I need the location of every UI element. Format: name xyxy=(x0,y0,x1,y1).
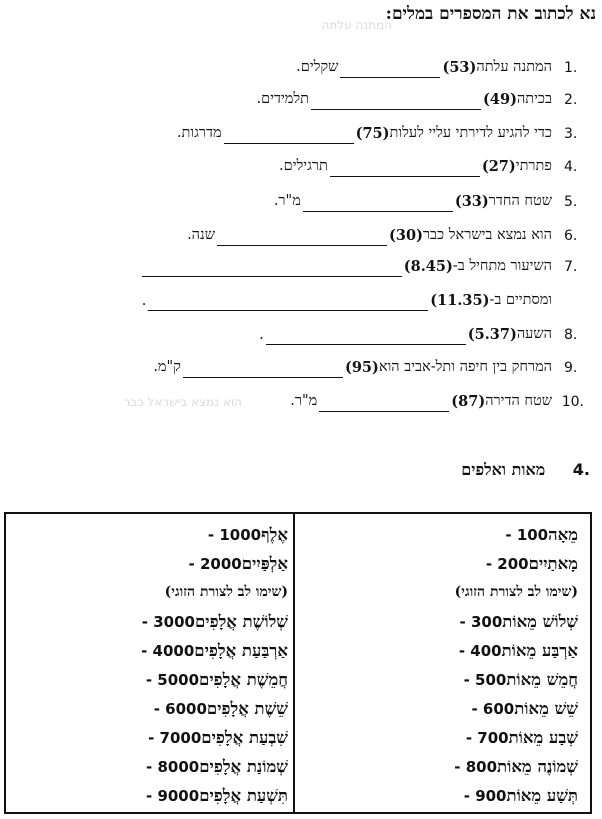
thousands-column xyxy=(20,520,288,810)
exercise-item-continued xyxy=(24,289,584,311)
exercise-item xyxy=(24,323,584,345)
exercise-text: שטח החדר xyxy=(488,193,552,209)
number-value: 600 - xyxy=(471,699,515,718)
exercise-unit: מדרגות. xyxy=(176,125,222,141)
exercise-number: .7 xyxy=(564,259,578,275)
number-value: 8000 - xyxy=(146,757,200,776)
exercise-number-prompt: (30) xyxy=(389,227,423,244)
exercise-item xyxy=(24,56,584,78)
hundreds-row xyxy=(308,781,578,810)
answer-blank[interactable] xyxy=(148,292,428,311)
thousands-row xyxy=(20,520,288,549)
exercise-number-prompt: (87) xyxy=(451,393,486,410)
exercise-number: .2 xyxy=(564,92,578,108)
hundreds-row xyxy=(308,636,578,665)
exercise-unit: תלמידים. xyxy=(256,91,309,107)
exercise-unit: ק"מ. xyxy=(153,359,181,375)
number-word: שְׁבַע מֵאוֹת xyxy=(508,727,578,747)
hundreds-row xyxy=(308,752,578,781)
number-value: 700 - xyxy=(465,728,509,747)
thousands-row xyxy=(20,723,288,752)
bleed-through-text: המתנה עלתה xyxy=(321,18,392,32)
number-word: שֵׁשׁ מֵאוֹת xyxy=(514,698,578,718)
exercise-text: בכיתה xyxy=(516,91,552,107)
exercise-text: הוא נמצא בישראל כבר xyxy=(422,227,552,243)
number-word: שִׁבְעַת אֲלָפִים xyxy=(201,727,288,747)
answer-blank[interactable] xyxy=(266,326,466,345)
number-value: 800 - xyxy=(454,757,498,776)
exercise-number: .6 xyxy=(564,228,578,244)
exercise-number: .5 xyxy=(564,194,578,210)
number-word: אַלְפַּיִים xyxy=(241,553,288,573)
exercise-item xyxy=(24,122,584,144)
number-value: 100 - xyxy=(505,525,549,544)
answer-blank[interactable] xyxy=(303,193,453,212)
exercise-item xyxy=(24,390,584,412)
exercise-sentence xyxy=(187,227,552,246)
hundreds-row xyxy=(308,694,578,723)
answer-blank[interactable] xyxy=(217,227,387,246)
exercise-unit: תרגילים. xyxy=(279,158,328,174)
number-word: שְׁמוֹנֶה מֵאוֹת xyxy=(497,756,578,776)
dual-form-note: (שימו לב לצורת הזוגי) xyxy=(164,584,288,600)
exercise-item xyxy=(24,255,584,277)
exercise-sentence xyxy=(274,193,552,212)
number-value: 500 - xyxy=(463,670,507,689)
number-word: אַרְבַּע מֵאוֹת xyxy=(501,640,578,660)
exercise-item xyxy=(24,88,584,110)
exercise-unit: מ"ר. xyxy=(290,393,318,409)
exercise-number-prompt: (75) xyxy=(355,125,390,142)
number-value: 7000 - xyxy=(148,728,202,747)
thousands-row xyxy=(20,578,288,607)
hundreds-row xyxy=(308,607,578,636)
number-value: 2000 - xyxy=(188,554,242,573)
thousands-row xyxy=(20,636,288,665)
exercise-number-prompt: (5.37) xyxy=(467,326,517,343)
number-word: אֶלֶף xyxy=(261,524,288,544)
hundreds-row xyxy=(308,520,578,549)
exercise-text: המרחק בין חיפה ותל-אביב הוא xyxy=(378,359,552,375)
exercise-sentence xyxy=(257,91,552,110)
number-word: תִּשְׁעַת אֲלָפִים xyxy=(199,785,288,805)
hundreds-row xyxy=(308,578,578,607)
dual-form-note: (שימו לב לצורת הזוגי) xyxy=(454,584,578,600)
hundreds-row xyxy=(308,549,578,578)
exercise-sentence xyxy=(279,158,552,177)
exercise-text: כדי להגיע לדירתי עליי לעלות xyxy=(389,125,552,141)
exercise-text: שטח הדירה xyxy=(485,393,552,409)
exercise-number: .9 xyxy=(564,360,578,376)
exercise-text: השיעור מתחיל ב- xyxy=(452,258,552,274)
exercise-text: השעה xyxy=(516,326,552,342)
exercise-number-prompt: (49) xyxy=(483,91,517,108)
exercise-number-prompt: (95) xyxy=(344,359,379,376)
exercise-unit: מ"ר. xyxy=(273,193,301,209)
number-value: 3000 - xyxy=(141,612,195,631)
exercise-text: המתנה עלתה xyxy=(476,59,552,75)
number-value: 1000 - xyxy=(207,525,262,544)
bleed-through-text: הוא נמצא בישראל כבר xyxy=(123,395,242,409)
exercise-sentence xyxy=(296,59,552,78)
number-word: מָאתַיִים xyxy=(528,553,578,573)
number-value: 6000 - xyxy=(153,699,207,718)
exercise-number-prompt: (27) xyxy=(481,158,516,175)
number-word: מֵאָה xyxy=(548,524,578,544)
answer-blank[interactable] xyxy=(183,359,343,378)
number-word: שְׁמוֹנַת אֲלָפִים xyxy=(199,756,288,776)
worksheet-title: נא לכתוב את המספרים במלים: xyxy=(385,4,596,24)
thousands-row xyxy=(20,549,288,578)
exercise-number: .1 xyxy=(564,60,578,76)
number-value: 300 - xyxy=(459,612,503,631)
exercise-number-prompt: (53) xyxy=(442,59,477,76)
section-heading xyxy=(461,460,590,480)
exercise-number: .10 xyxy=(561,394,584,410)
answer-blank[interactable] xyxy=(340,59,440,78)
section-number: .4 xyxy=(572,460,590,479)
section-title: מאות ואלפים xyxy=(461,460,546,479)
number-word: שְׁלוֹשֶׁת אֲלָפִים xyxy=(194,611,288,631)
exercise-sentence xyxy=(177,125,552,144)
exercise-number-prompt: (8.45) xyxy=(403,258,453,275)
number-word: שֵׁשֶׁת אֲלָפִים xyxy=(206,698,288,718)
thousands-row xyxy=(20,607,288,636)
exercise-number: .8 xyxy=(564,327,578,343)
number-value: 900 - xyxy=(463,786,507,805)
number-value: 200 - xyxy=(485,554,529,573)
number-word: שְׁלוֹשׁ מֵאוֹת xyxy=(502,611,578,631)
answer-blank[interactable] xyxy=(311,91,481,110)
table-divider xyxy=(293,514,295,812)
exercise-number: .3 xyxy=(564,126,578,142)
number-word: חֲמֵשׁ מֵאוֹת xyxy=(506,669,578,689)
exercise-item xyxy=(24,155,584,177)
hundreds-row xyxy=(308,723,578,752)
exercise-sentence xyxy=(140,258,552,277)
numbers-table xyxy=(4,512,592,814)
answer-blank[interactable] xyxy=(330,158,480,177)
exercise-unit: . xyxy=(259,327,264,343)
number-word: חֲמֵשֶׁת אֲלָפִים xyxy=(199,669,288,689)
thousands-row xyxy=(20,665,288,694)
thousands-row xyxy=(20,694,288,723)
number-word: תְּשַׁע מֵאוֹת xyxy=(506,785,578,805)
exercise-item xyxy=(24,356,584,378)
exercise-sentence xyxy=(290,393,552,412)
hundreds-column xyxy=(308,520,578,810)
answer-blank[interactable] xyxy=(224,125,354,144)
exercise-text: פתרתי xyxy=(515,158,552,174)
number-word: אַרְבַּעַת אֲלָפִים xyxy=(194,640,288,660)
exercise-text: ומסתיים ב- xyxy=(489,292,552,308)
thousands-row xyxy=(20,752,288,781)
exercise-item xyxy=(24,224,584,246)
exercise-unit: שנה. xyxy=(187,227,215,243)
thousands-row xyxy=(20,781,288,810)
exercise-sentence xyxy=(153,359,552,378)
exercise-item xyxy=(24,190,584,212)
exercise-number-prompt: (33) xyxy=(454,193,489,210)
exercise-number-prompt: (11.35) xyxy=(430,292,490,309)
exercise-unit: . xyxy=(141,293,147,309)
number-value: 5000 - xyxy=(145,670,200,689)
exercise-sentence xyxy=(259,326,552,345)
answer-blank[interactable] xyxy=(319,393,449,412)
hundreds-row xyxy=(308,665,578,694)
exercise-sentence xyxy=(142,292,552,311)
exercise-number: .4 xyxy=(564,159,578,175)
answer-blank[interactable] xyxy=(142,258,402,277)
exercise-unit: שקלים. xyxy=(296,59,339,75)
number-value: 4000 - xyxy=(141,641,195,660)
number-value: 9000 - xyxy=(145,786,200,805)
number-value: 400 - xyxy=(458,641,502,660)
